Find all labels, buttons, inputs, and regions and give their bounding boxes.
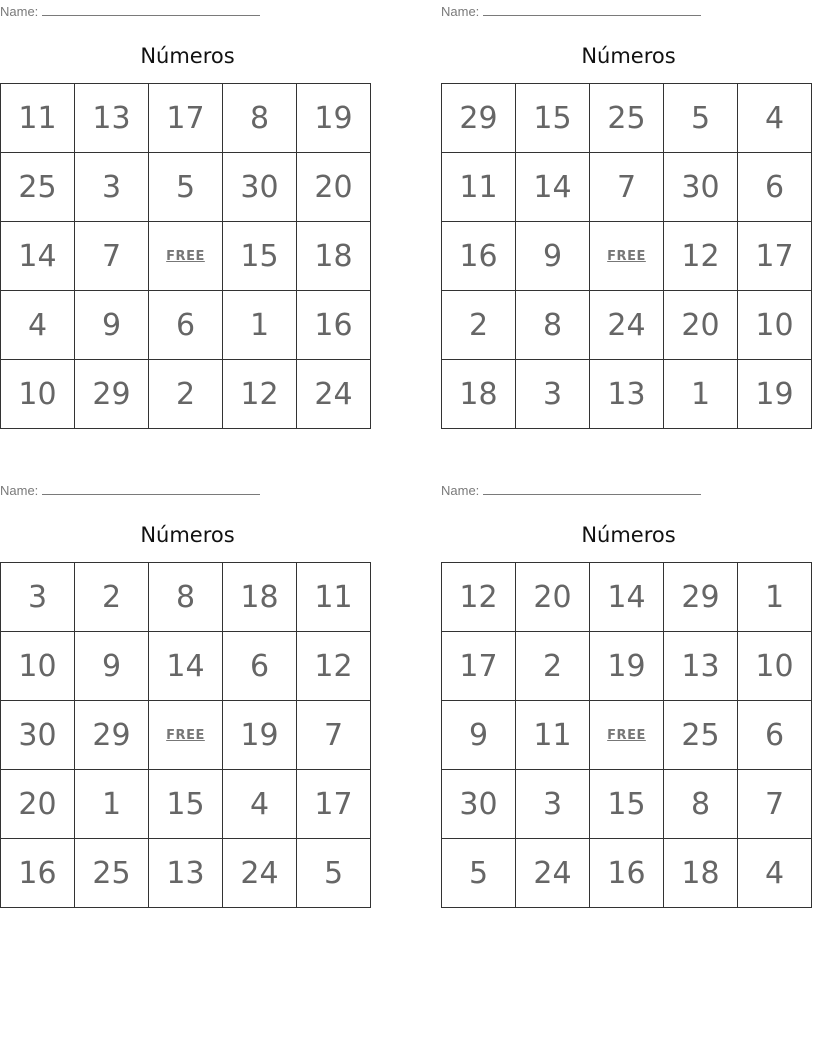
grid-cell: 2 — [442, 291, 516, 360]
grid-cell: 16 — [1, 839, 75, 908]
name-label: Name: — [0, 483, 39, 498]
grid-row — [1, 153, 371, 222]
grid-cell: 24 — [590, 291, 664, 360]
grid-cell: 10 — [738, 632, 812, 701]
grid-cell: 9 — [516, 222, 590, 291]
card-title: Números — [140, 523, 235, 547]
grid-cell: 20 — [1, 770, 75, 839]
grid-row — [1, 632, 371, 701]
grid-cell: 1 — [738, 563, 812, 632]
grid-cell: 5 — [664, 84, 738, 153]
bingo-grid — [441, 83, 812, 429]
grid-cell: 14 — [1, 222, 75, 291]
grid-cell: 24 — [297, 360, 371, 429]
free-space-cell: FREE — [590, 701, 664, 770]
grid-cell: 18 — [442, 360, 516, 429]
grid-cell: 24 — [223, 839, 297, 908]
grid-cell: 3 — [516, 360, 590, 429]
grid-row — [1, 360, 371, 429]
grid-row — [442, 84, 812, 153]
grid-cell: 14 — [149, 632, 223, 701]
grid-cell: 4 — [738, 84, 812, 153]
grid-cell: 12 — [442, 563, 516, 632]
grid-cell: 14 — [590, 563, 664, 632]
grid-row — [442, 563, 812, 632]
grid-row — [442, 360, 812, 429]
name-label: Name: — [441, 4, 480, 19]
grid-cell: 25 — [664, 701, 738, 770]
grid-cell: 18 — [223, 563, 297, 632]
name-blank-line — [483, 482, 701, 495]
grid-cell: 12 — [297, 632, 371, 701]
grid-cell: 6 — [738, 153, 812, 222]
grid-cell: 20 — [297, 153, 371, 222]
grid-cell: 12 — [664, 222, 738, 291]
bingo-card — [0, 479, 376, 919]
grid-cell: 4 — [223, 770, 297, 839]
grid-cell: 19 — [223, 701, 297, 770]
grid-row — [442, 291, 812, 360]
grid-cell: 7 — [297, 701, 371, 770]
grid-cell: 18 — [664, 839, 738, 908]
grid-cell: 5 — [149, 153, 223, 222]
grid-cell: 1 — [75, 770, 149, 839]
grid-cell: 13 — [75, 84, 149, 153]
grid-row — [1, 701, 371, 770]
grid-cell: 16 — [442, 222, 516, 291]
bingo-grid — [0, 562, 371, 908]
bingo-card — [441, 0, 816, 440]
grid-cell: 1 — [664, 360, 738, 429]
free-space-cell: FREE — [149, 701, 223, 770]
grid-cell: 7 — [738, 770, 812, 839]
grid-row — [442, 632, 812, 701]
name-field — [441, 3, 701, 20]
grid-cell: 29 — [75, 701, 149, 770]
grid-cell: 17 — [442, 632, 516, 701]
grid-cell: 2 — [75, 563, 149, 632]
grid-cell: 2 — [516, 632, 590, 701]
grid-cell: 17 — [149, 84, 223, 153]
card-title: Números — [581, 523, 676, 547]
grid-cell: 16 — [297, 291, 371, 360]
grid-cell: 7 — [75, 222, 149, 291]
grid-cell: 29 — [75, 360, 149, 429]
bingo-card — [0, 0, 376, 440]
name-blank-line — [42, 482, 260, 495]
grid-cell: 15 — [223, 222, 297, 291]
card-title: Números — [140, 44, 235, 68]
grid-row — [442, 153, 812, 222]
grid-cell: 24 — [516, 839, 590, 908]
grid-cell: 17 — [738, 222, 812, 291]
grid-cell: 8 — [223, 84, 297, 153]
name-blank-line — [483, 3, 701, 16]
grid-cell: 11 — [516, 701, 590, 770]
grid-cell: 10 — [1, 632, 75, 701]
grid-cell: 9 — [75, 632, 149, 701]
grid-row — [1, 222, 371, 291]
name-field — [0, 3, 260, 20]
grid-cell: 12 — [223, 360, 297, 429]
grid-cell: 25 — [1, 153, 75, 222]
grid-cell: 19 — [590, 632, 664, 701]
name-label: Name: — [441, 483, 480, 498]
grid-cell: 3 — [1, 563, 75, 632]
grid-cell: 13 — [590, 360, 664, 429]
grid-cell: 3 — [75, 153, 149, 222]
grid-cell: 19 — [738, 360, 812, 429]
grid-cell: 13 — [149, 839, 223, 908]
grid-cell: 25 — [75, 839, 149, 908]
grid-row — [1, 291, 371, 360]
grid-cell: 29 — [664, 563, 738, 632]
grid-cell: 29 — [442, 84, 516, 153]
grid-row — [442, 222, 812, 291]
grid-cell: 20 — [664, 291, 738, 360]
grid-cell: 14 — [516, 153, 590, 222]
grid-cell: 10 — [738, 291, 812, 360]
grid-cell: 8 — [664, 770, 738, 839]
grid-row — [1, 770, 371, 839]
grid-row — [442, 701, 812, 770]
name-blank-line — [42, 3, 260, 16]
grid-cell: 10 — [1, 360, 75, 429]
grid-row — [1, 839, 371, 908]
grid-cell: 19 — [297, 84, 371, 153]
grid-cell: 4 — [738, 839, 812, 908]
free-space-cell: FREE — [590, 222, 664, 291]
grid-cell: 6 — [149, 291, 223, 360]
bingo-grid — [0, 83, 371, 429]
bingo-card — [441, 479, 816, 919]
grid-cell: 9 — [442, 701, 516, 770]
grid-cell: 3 — [516, 770, 590, 839]
grid-cell: 1 — [223, 291, 297, 360]
grid-cell: 17 — [297, 770, 371, 839]
grid-cell: 8 — [149, 563, 223, 632]
grid-cell: 30 — [1, 701, 75, 770]
name-field — [441, 482, 701, 499]
grid-cell: 30 — [442, 770, 516, 839]
grid-cell: 6 — [738, 701, 812, 770]
grid-row — [442, 839, 812, 908]
grid-row — [1, 84, 371, 153]
grid-cell: 15 — [516, 84, 590, 153]
grid-cell: 2 — [149, 360, 223, 429]
name-label: Name: — [0, 4, 39, 19]
grid-cell: 11 — [1, 84, 75, 153]
grid-cell: 9 — [75, 291, 149, 360]
grid-cell: 11 — [442, 153, 516, 222]
grid-cell: 4 — [1, 291, 75, 360]
grid-cell: 25 — [590, 84, 664, 153]
free-space-cell: FREE — [149, 222, 223, 291]
grid-cell: 20 — [516, 563, 590, 632]
card-title: Números — [581, 44, 676, 68]
grid-cell: 30 — [223, 153, 297, 222]
grid-cell: 16 — [590, 839, 664, 908]
grid-cell: 15 — [590, 770, 664, 839]
grid-row — [442, 770, 812, 839]
grid-cell: 5 — [442, 839, 516, 908]
grid-cell: 7 — [590, 153, 664, 222]
grid-row — [1, 563, 371, 632]
grid-cell: 18 — [297, 222, 371, 291]
grid-cell: 11 — [297, 563, 371, 632]
grid-cell: 30 — [664, 153, 738, 222]
grid-cell: 13 — [664, 632, 738, 701]
bingo-grid — [441, 562, 812, 908]
name-field — [0, 482, 260, 499]
grid-cell: 5 — [297, 839, 371, 908]
grid-cell: 8 — [516, 291, 590, 360]
grid-cell: 15 — [149, 770, 223, 839]
grid-cell: 6 — [223, 632, 297, 701]
